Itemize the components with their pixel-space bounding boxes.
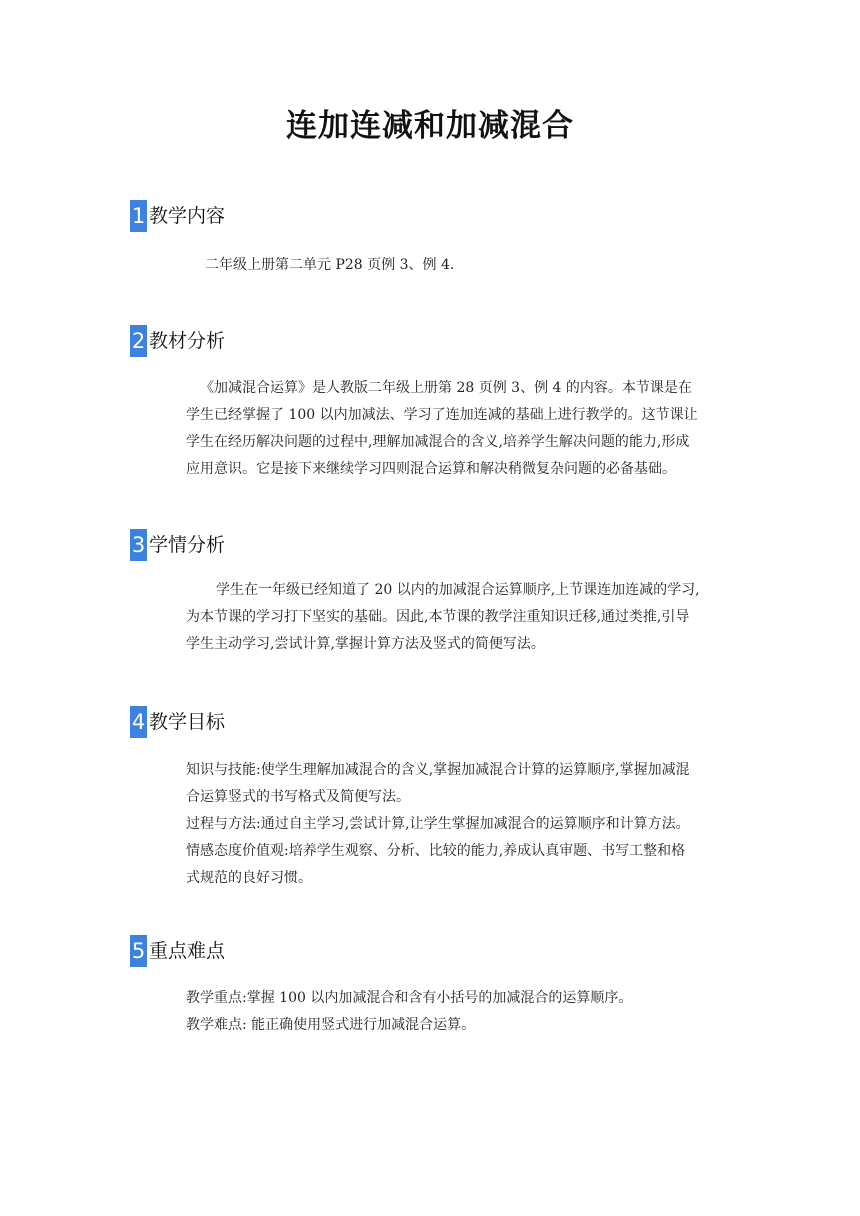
- section-number-badge: 3: [130, 529, 147, 561]
- paragraph-line: 情感态度价值观:培养学生观察、分析、比较的能力,养成认真审题、书写工整和格: [186, 843, 686, 859]
- section-header-material-analysis: [130, 325, 225, 357]
- paragraph-line: 合运算竖式的书写格式及简便写法。: [186, 789, 410, 805]
- section-title: 教学内容: [149, 205, 226, 227]
- paragraph-line: 知识与技能:使学生理解加减混合的含义,掌握加减混合计算的运算顺序,掌握加减混: [186, 762, 690, 778]
- section-body-key-difficulties: [186, 985, 632, 1039]
- section-header-teaching-objectives: [130, 706, 225, 738]
- section-title: 重点难点: [149, 940, 226, 962]
- section-body-material-analysis: [186, 375, 698, 483]
- document-title: 连加连减和加减混合: [286, 108, 574, 144]
- paragraph-line: 过程与方法:通过自主学习,尝试计算,让学生掌握加减混合的运算顺序和计算方法。: [186, 816, 690, 832]
- paragraph-line: 《加减混合运算》是人教版二年级上册第 28 页例 3、例 4 的内容。本节课是在: [200, 380, 692, 396]
- paragraph-line: 学生在一年级已经知道了 20 以内的加减混合运算顺序,上节课连加连减的学习,: [216, 582, 700, 598]
- paragraph-line: 为本节课的学习打下坚实的基础。因此,本节课的教学注重知识迁移,通过类推,引导: [186, 609, 690, 625]
- paragraph-line: 教学难点: 能正确使用竖式进行加减混合运算。: [186, 1017, 476, 1033]
- section-number-badge: 2: [130, 325, 147, 357]
- paragraph-line: 学生主动学习,尝试计算,掌握计算方法及竖式的简便写法。: [186, 636, 545, 652]
- section-body-student-analysis: [186, 577, 700, 658]
- paragraph-line: 二年级上册第二单元 P28 页例 3、例 4.: [205, 257, 455, 273]
- section-number-badge: 1: [130, 200, 147, 232]
- section-header-key-difficulties: [130, 935, 225, 967]
- section-body-teaching-objectives: [186, 757, 690, 892]
- section-header-student-analysis: [130, 529, 225, 561]
- paragraph-line: 教学重点:掌握 100 以内加减混合和含有小括号的加减混合的运算顺序。: [186, 990, 633, 1006]
- paragraph-line: 应用意识。它是接下来继续学习四则混合运算和解决稍微复杂问题的必备基础。: [186, 461, 676, 477]
- section-number-badge: 4: [130, 706, 147, 738]
- section-title: 教材分析: [149, 330, 226, 352]
- section-header-teaching-content: [130, 200, 225, 232]
- paragraph-line: 式规范的良好习惯。: [186, 870, 312, 886]
- section-title: 学情分析: [149, 534, 226, 556]
- paragraph-line: 学生已经掌握了 100 以内加减法、学习了连加连减的基础上进行教学的。这节课让: [186, 407, 698, 423]
- paragraph-line: 学生在经历解决问题的过程中,理解加减混合的含义,培养学生解决问题的能力,形成: [186, 434, 690, 450]
- section-title: 教学目标: [149, 711, 226, 733]
- section-body-teaching-content: [205, 252, 454, 279]
- section-number-badge: 5: [130, 935, 147, 967]
